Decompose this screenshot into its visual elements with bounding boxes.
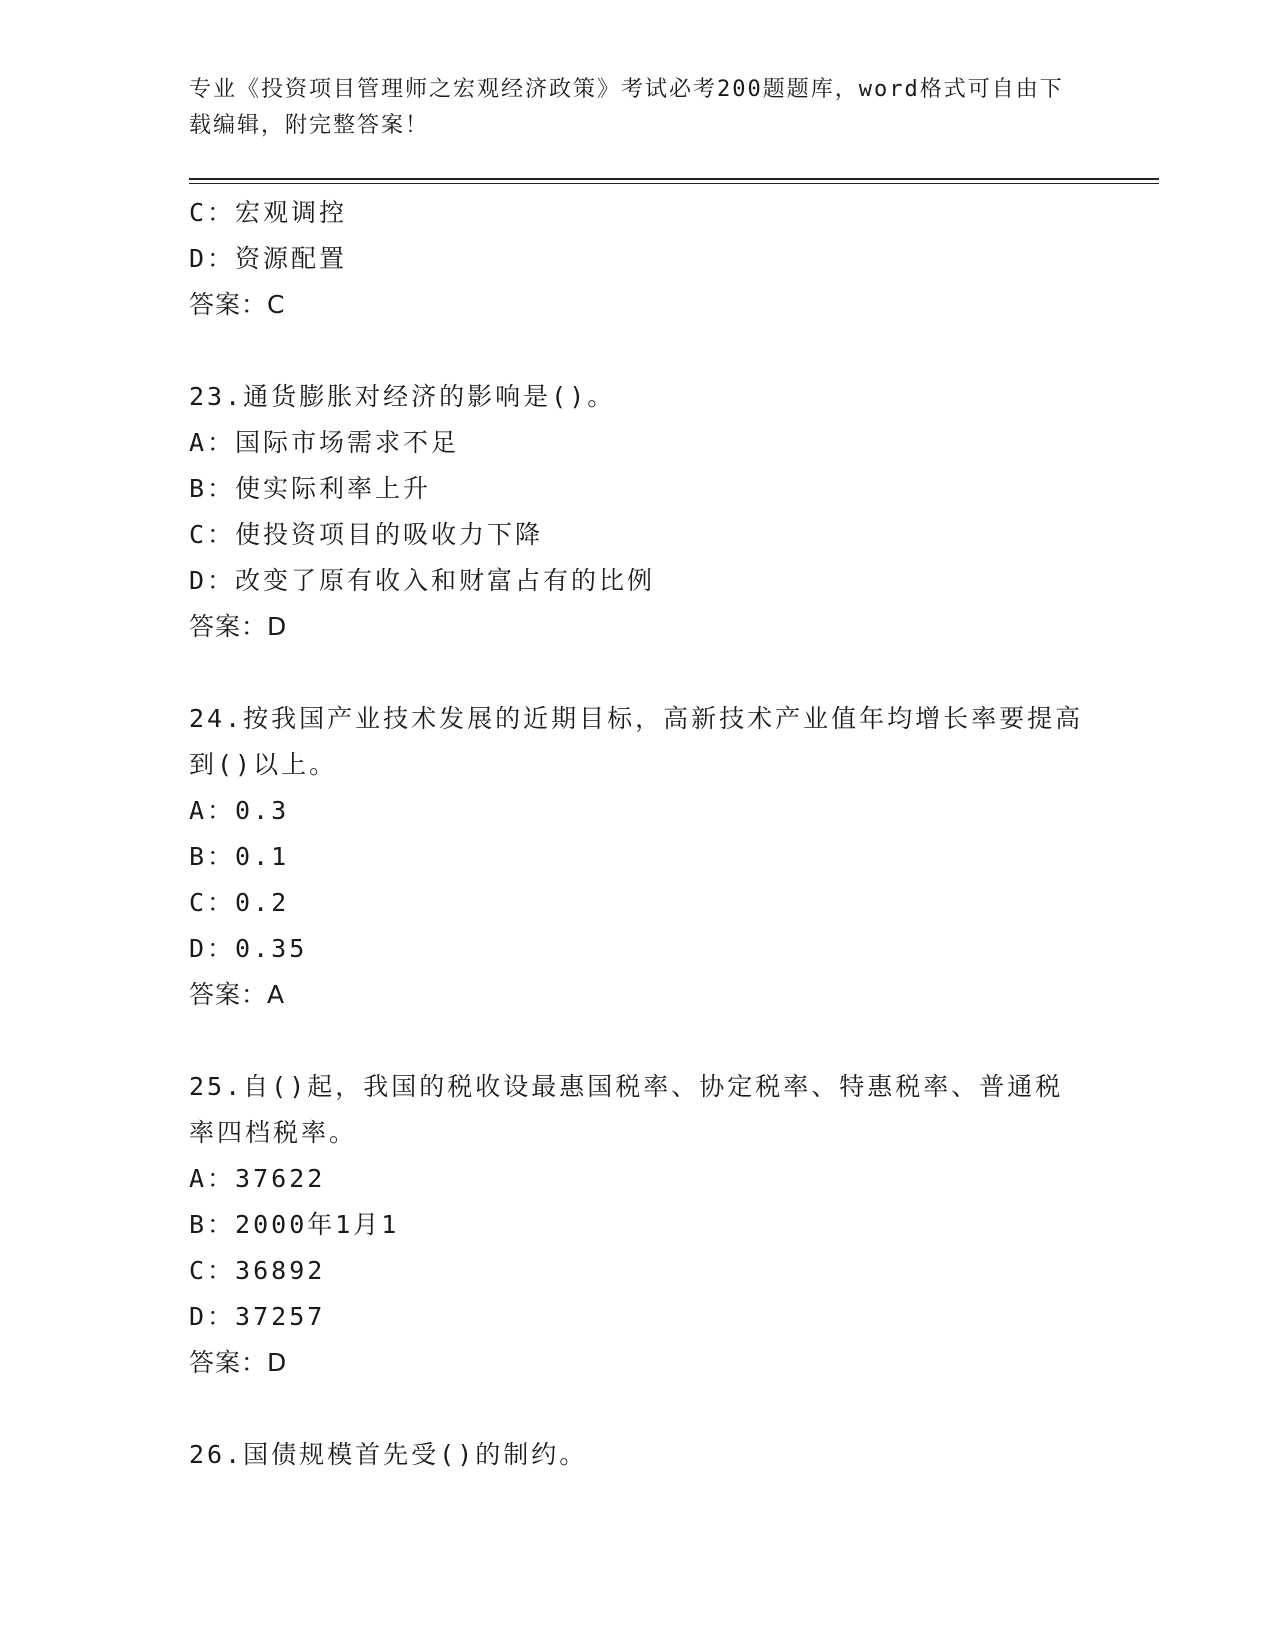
question-text: 23.通货膨胀对经济的影响是()。 (189, 382, 616, 411)
answer-line: 答案：D (189, 1348, 288, 1377)
question-text: 24.按我国产业技术发展的近期目标，高新技术产业值年均增长率要提高到()以上。 (189, 704, 1084, 779)
question-list (189, 190, 1089, 1478)
option-a: A：37622 (189, 1164, 326, 1193)
option-c: C：36892 (189, 1256, 326, 1285)
option-d: D：资源配置 (189, 244, 348, 273)
answer-line: 答案：A (189, 980, 286, 1009)
option-d: D：0.35 (189, 934, 308, 963)
option-b: B：0.1 (189, 842, 290, 871)
option-b: B：2000年1月1 (189, 1210, 400, 1239)
option-d: D：改变了原有收入和财富占有的比例 (189, 566, 656, 595)
option-c: C：宏观调控 (189, 198, 348, 227)
option-c: C：使投资项目的吸收力下降 (189, 520, 544, 549)
option-b: B：使实际利率上升 (189, 474, 432, 503)
question-text: 25.自()起，我国的税收设最惠国税率、协定税率、特惠税率、普通税率四档税率。 (189, 1072, 1064, 1147)
option-d: D：37257 (189, 1302, 326, 1331)
question-text: 26.国债规模首先受()的制约。 (189, 1440, 588, 1469)
document-header: 专业《投资项目管理师之宏观经济政策》考试必考200题题库，word格式可自由下载编辑，附完整答案！ (189, 77, 1064, 138)
answer-line: 答案：C (189, 290, 286, 319)
option-a: A：国际市场需求不足 (189, 428, 460, 457)
header-divider (189, 178, 1159, 184)
option-a: A：0.3 (189, 796, 290, 825)
option-c: C：0.2 (189, 888, 290, 917)
answer-line: 答案：D (189, 612, 288, 641)
